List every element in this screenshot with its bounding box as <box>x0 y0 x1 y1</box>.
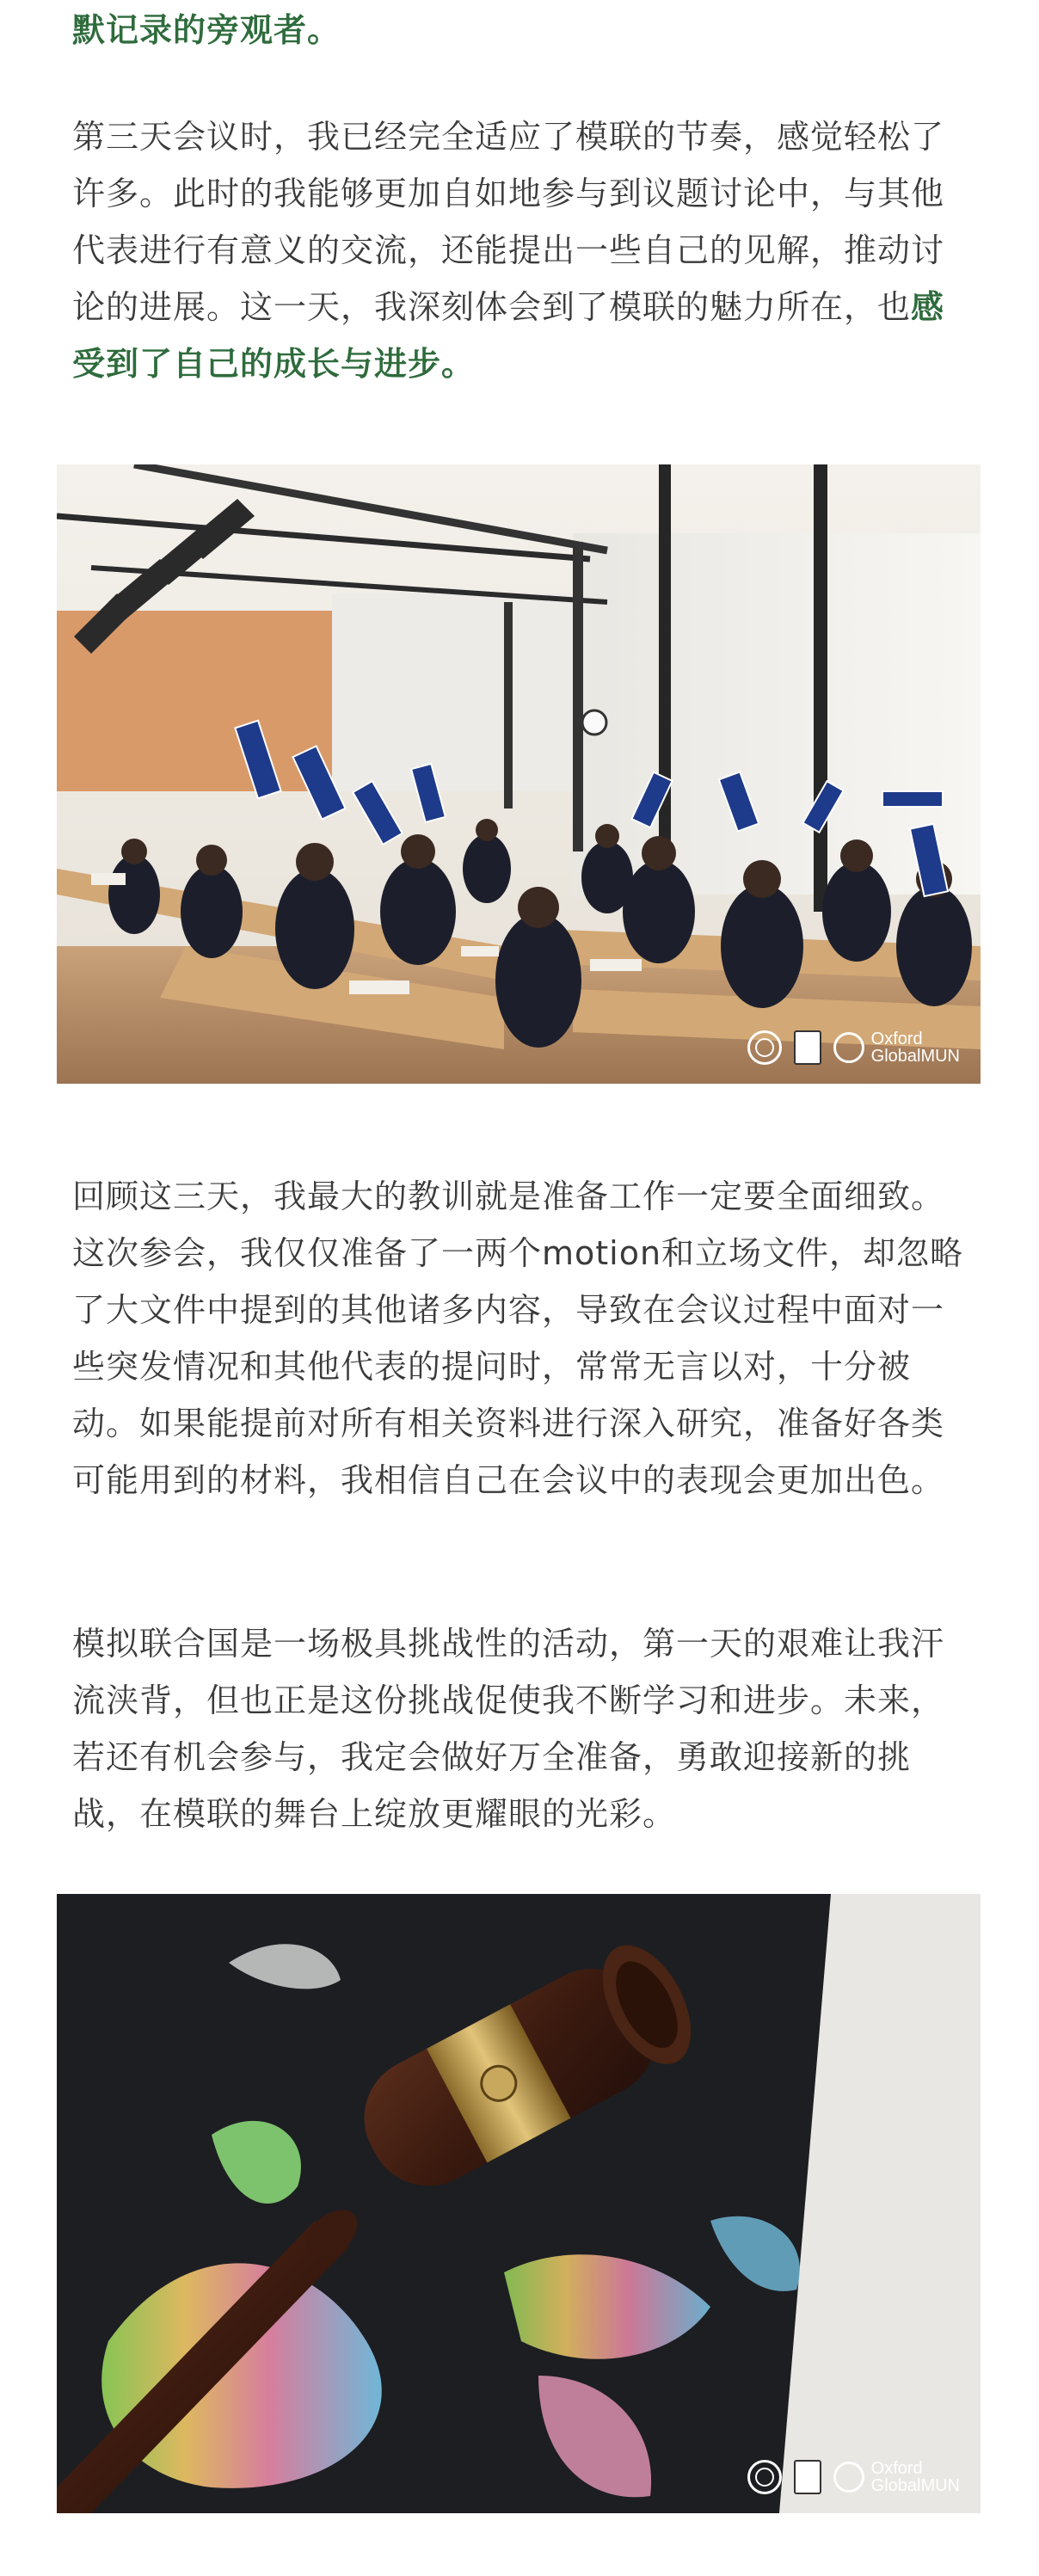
paragraph-intro-tail <box>72 2 967 58</box>
crest-logo-icon <box>794 1030 821 1065</box>
seal-logo-icon <box>747 1030 782 1065</box>
oxford-globalmun-logo <box>833 2460 960 2494</box>
conference-room-illustration <box>57 464 981 1084</box>
logo-line-1: Oxford <box>870 2459 923 2478</box>
oxford-globalmun-logo <box>833 1030 960 1065</box>
globe-logo-icon <box>833 1032 864 1063</box>
conference-room-photo <box>57 464 981 1084</box>
emphasis-text: 感受到了自己的成长与进步。 <box>72 288 945 383</box>
globe-logo-icon <box>833 2462 864 2493</box>
photo-watermark <box>747 1030 960 1065</box>
gavel-photo <box>57 1894 981 2513</box>
logo-line-2: GlobalMUN <box>870 1047 960 1066</box>
logo-line-2: GlobalMUN <box>870 2476 960 2495</box>
paragraph-lessons <box>72 1168 967 1509</box>
body-text: 模拟联合国是一场极具挑战性的活动，第一天的艰难让我汗流浃背，但也正是这份挑战促使我不断学习和进步。未来，若还有机会参与，我定会做好万全准备，勇敢迎接新的挑战，在模联的舞台上绽放更耀眼的光彩。 <box>72 1625 945 1833</box>
crest-logo-icon <box>794 2460 821 2494</box>
logo-line-1: Oxford <box>870 1030 923 1048</box>
seal-logo-icon <box>747 2460 782 2494</box>
paragraph-conclusion <box>72 1615 967 1842</box>
photo-watermark <box>747 2460 960 2494</box>
body-text: 回顾这三天，我最大的教训就是准备工作一定要全面细致。这次参会，我仅仅准备了一两个motion和立场文件，却忽略了大文件中提到的其他诸多内容，导致在会议过程中面对一些突发情况和其他代表的提问时，常常无言以对，十分被动。如果能提前对所有相关资料进行深入研究，准备好各类可能用到的材料，我相信自己在会议中的表现会更加出色。 <box>72 1177 964 1499</box>
body-text: 第三天会议时，我已经完全适应了模联的节奏，感觉轻松了许多。此时的我能够更加自如地参与到议题讨论中，与其他代表进行有意义的交流，还能提出一些自己的见解，推动讨论的进展。这一天，我深刻体会到了模联的魅力所在，也 <box>72 118 945 326</box>
gavel-illustration <box>57 1894 981 2513</box>
paragraph-day-three <box>72 108 967 392</box>
emphasis-text: 默记录的旁观者。 <box>72 11 341 49</box>
